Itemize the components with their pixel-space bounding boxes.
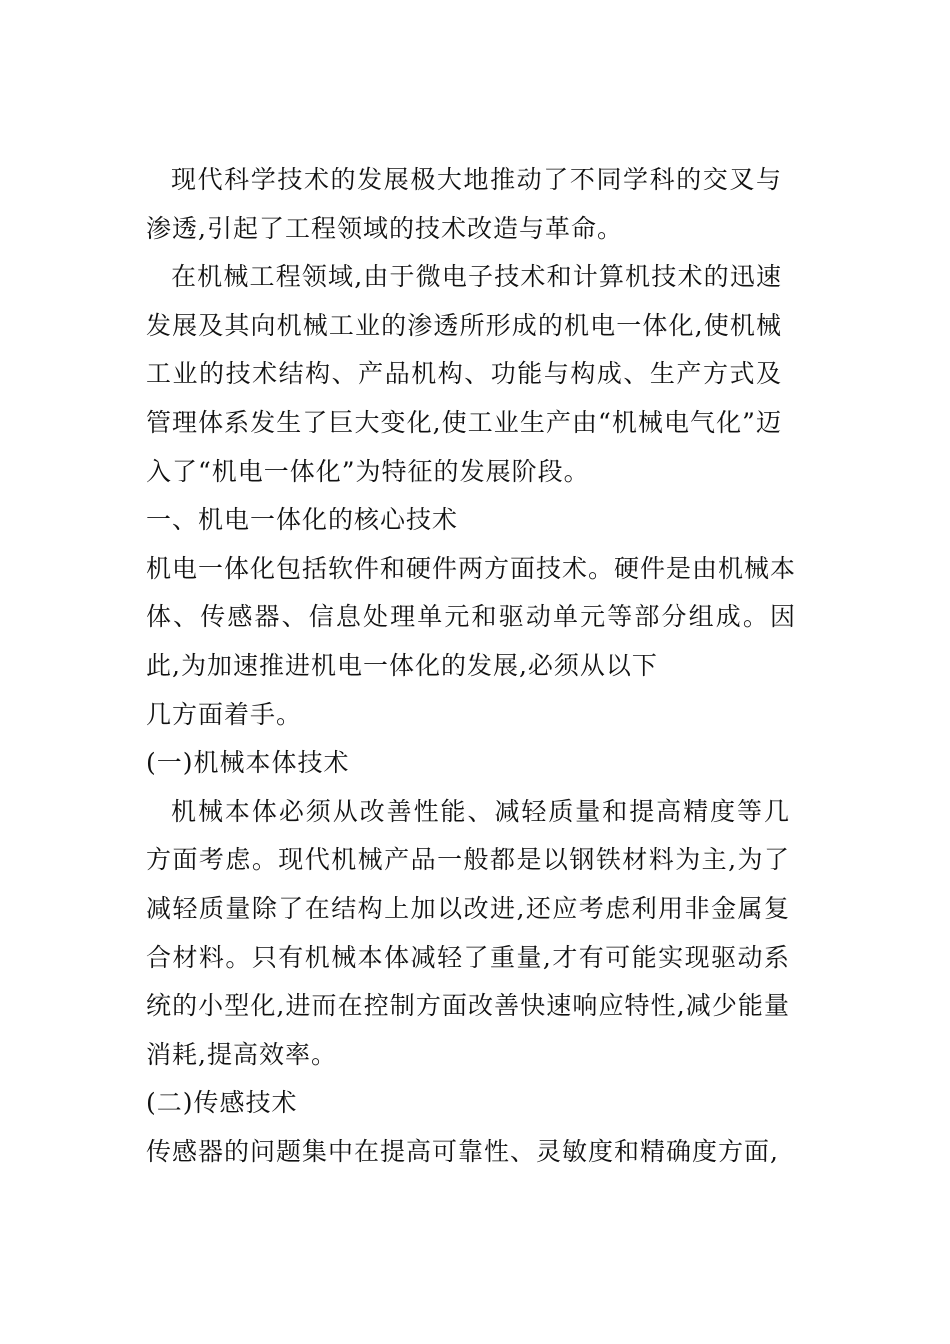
paragraph-mechanical-body: 机械本体必须从改善性能、减轻质量和提高精度等几方面考虑。现代机械产品一般都是以钢铁材料为主,为了减轻质量除了在结构上加以改进,还应考虑利用非金属复合材料。只有机械本体减轻了重量,才有可能实现驱动系统的小型化,进而在控制方面改善快速响应特性,减少能量消耗,提高效率。 — [146, 796, 790, 1069]
subsection-heading-mechanical-body: (一)机械本体技术 — [146, 748, 350, 778]
paragraph-mechanical-engineering: 在机械工程领域,由于微电子技术和计算机技术的迅速发展及其向机械工业的渗透所形成的机电一体化,使机械工业的技术结构、产品机构、功能与构成、生产方式及管理体系发生了巨大变化,使工业生产由“机械电气化”迈入了“机电一体化”为特征的发展阶段。 — [146, 262, 782, 486]
subsection-heading-sensing: (二)传感技术 — [146, 1088, 298, 1118]
paragraph-sensors: 传感器的问题集中在提高可靠性、灵敏度和精确度方面, — [146, 1136, 779, 1166]
document-body — [146, 156, 806, 1176]
paragraph-intro: 现代科学技术的发展极大地推动了不同学科的交叉与渗透,引起了工程领域的技术改造与革命。 — [146, 165, 782, 243]
paragraph-aspects: 几方面着手。 — [146, 699, 303, 729]
paragraph-software-hardware: 机电一体化包括软件和硬件两方面技术。硬件是由机械本体、传感器、信息处理单元和驱动单元等部分组成。因此,为加速推进机电一体化的发展,必须从以下 — [146, 553, 797, 680]
section-heading-core-technology: 一、机电一体化的核心技术 — [146, 505, 459, 535]
